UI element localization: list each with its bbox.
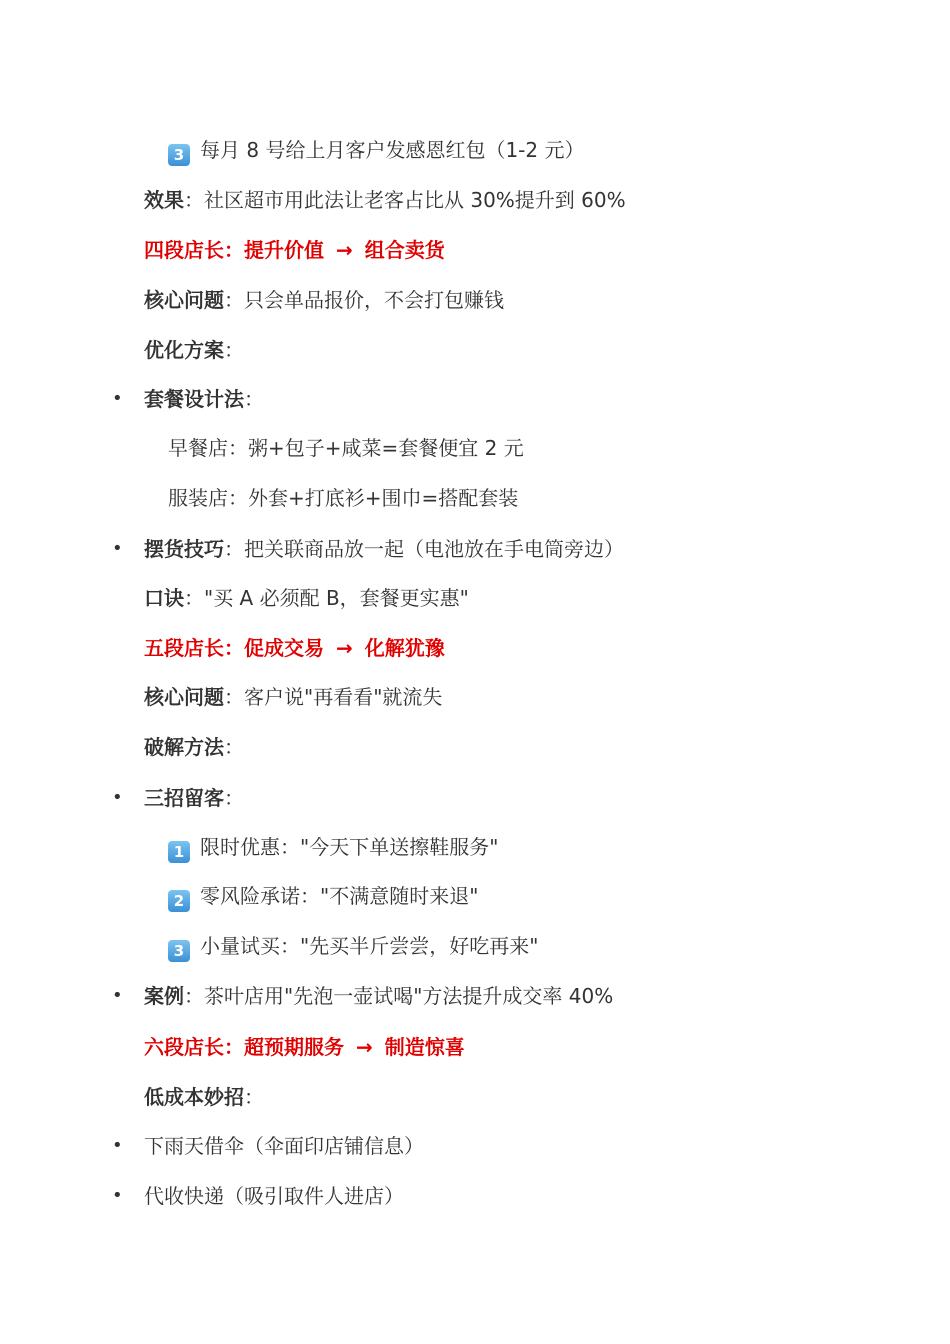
- bullet-icon: •: [112, 388, 123, 409]
- bullet-case: [0, 979, 950, 1013]
- label-colon: ：: [224, 735, 244, 759]
- bullet-icon: •: [112, 985, 123, 1006]
- slogan-label: 口诀: [144, 586, 184, 610]
- section-heading-4: [0, 233, 950, 267]
- heading-prefix: 四段店长：提升价值: [144, 238, 324, 262]
- bullet-package-design: [0, 382, 950, 416]
- case-text: 茶叶店用"先泡一壶试喝"方法提升成交率 40%: [204, 984, 614, 1008]
- display-tips-label: 摆货技巧: [144, 537, 224, 561]
- breakfast-example: [0, 431, 950, 465]
- case-label: 案例: [144, 984, 184, 1008]
- label-colon: ：: [184, 586, 204, 610]
- bullet-umbrella: [0, 1129, 950, 1163]
- slogan-line: [0, 581, 950, 615]
- bullet-display-tips: [0, 532, 950, 566]
- example-text: 早餐店：粥+包子+咸菜=套餐便宜 2 元: [168, 436, 524, 460]
- label-colon: ：: [224, 338, 244, 362]
- numbered-item-2: [0, 879, 950, 913]
- solution-label: 破解方法: [144, 735, 224, 759]
- keycap-1-icon: 1: [168, 841, 190, 863]
- heading-suffix: 组合卖货: [364, 238, 445, 262]
- right-arrow-icon: →: [336, 636, 353, 660]
- item-text: 小量试买："先买半斤尝尝，好吃再来": [200, 934, 539, 958]
- bullet-text: 代收快递（吸引取件人进店）: [144, 1184, 404, 1208]
- package-design-label: 套餐设计法: [144, 387, 244, 411]
- label-colon: ：: [244, 387, 264, 411]
- core-problem-line: [0, 283, 950, 317]
- core-problem-text: 客户说"再看看"就流失: [244, 685, 443, 709]
- optimization-label: 优化方案: [144, 338, 224, 362]
- heading-prefix: 六段店长：超预期服务: [144, 1035, 344, 1059]
- clothing-example: [0, 481, 950, 515]
- item-text: 零风险承诺："不满意随时来退": [200, 884, 479, 908]
- section-heading-5: [0, 631, 950, 665]
- keycap-3-icon: 3: [168, 144, 190, 166]
- keycap-3-icon: 3: [168, 940, 190, 962]
- item-text: 每月 8 号给上月客户发感恩红包（1-2 元）: [200, 138, 585, 162]
- label-colon: ：: [224, 537, 244, 561]
- bullet-parcel: [0, 1179, 950, 1213]
- three-tactics-label: 三招留客: [144, 786, 224, 810]
- heading-prefix: 五段店长：促成交易: [144, 636, 324, 660]
- core-problem-line: [0, 680, 950, 714]
- effect-text: 社区超市用此法让老客占比从 30%提升到 60%: [204, 188, 626, 212]
- core-problem-label: 核心问题: [144, 288, 224, 312]
- numbered-item-3: [0, 929, 950, 963]
- solution-heading: [0, 730, 950, 764]
- effect-line: [0, 183, 950, 217]
- optimization-heading: [0, 333, 950, 367]
- numbered-item-3: [0, 133, 950, 167]
- bullet-icon: •: [112, 1135, 123, 1156]
- bullet-text: 下雨天借伞（伞面印店铺信息）: [144, 1134, 424, 1158]
- display-tips-text: 把关联商品放一起（电池放在手电筒旁边）: [244, 537, 624, 561]
- right-arrow-icon: →: [336, 238, 353, 262]
- right-arrow-icon: →: [356, 1035, 373, 1059]
- label-colon: ：: [184, 188, 204, 212]
- low-cost-tips-label: 低成本妙招: [144, 1085, 244, 1109]
- label-colon: ：: [224, 288, 244, 312]
- label-colon: ：: [184, 984, 204, 1008]
- section-heading-6: [0, 1030, 950, 1064]
- bullet-icon: •: [112, 538, 123, 559]
- label-colon: ：: [224, 786, 244, 810]
- core-problem-text: 只会单品报价，不会打包赚钱: [244, 288, 504, 312]
- label-colon: ：: [244, 1085, 264, 1109]
- bullet-three-tactics: [0, 781, 950, 815]
- heading-suffix: 化解犹豫: [364, 636, 445, 660]
- bullet-icon: •: [112, 1185, 123, 1206]
- heading-suffix: 制造惊喜: [384, 1035, 465, 1059]
- item-text: 限时优惠："今天下单送擦鞋服务": [200, 835, 499, 859]
- bullet-icon: •: [112, 787, 123, 808]
- slogan-text: "买 A 必须配 B，套餐更实惠": [204, 586, 469, 610]
- keycap-2-icon: 2: [168, 890, 190, 912]
- example-text: 服装店：外套+打底衫+围巾=搭配套装: [168, 486, 519, 510]
- numbered-item-1: [0, 830, 950, 864]
- low-cost-tips-heading: [0, 1080, 950, 1114]
- effect-label: 效果: [144, 188, 184, 212]
- label-colon: ：: [224, 685, 244, 709]
- core-problem-label: 核心问题: [144, 685, 224, 709]
